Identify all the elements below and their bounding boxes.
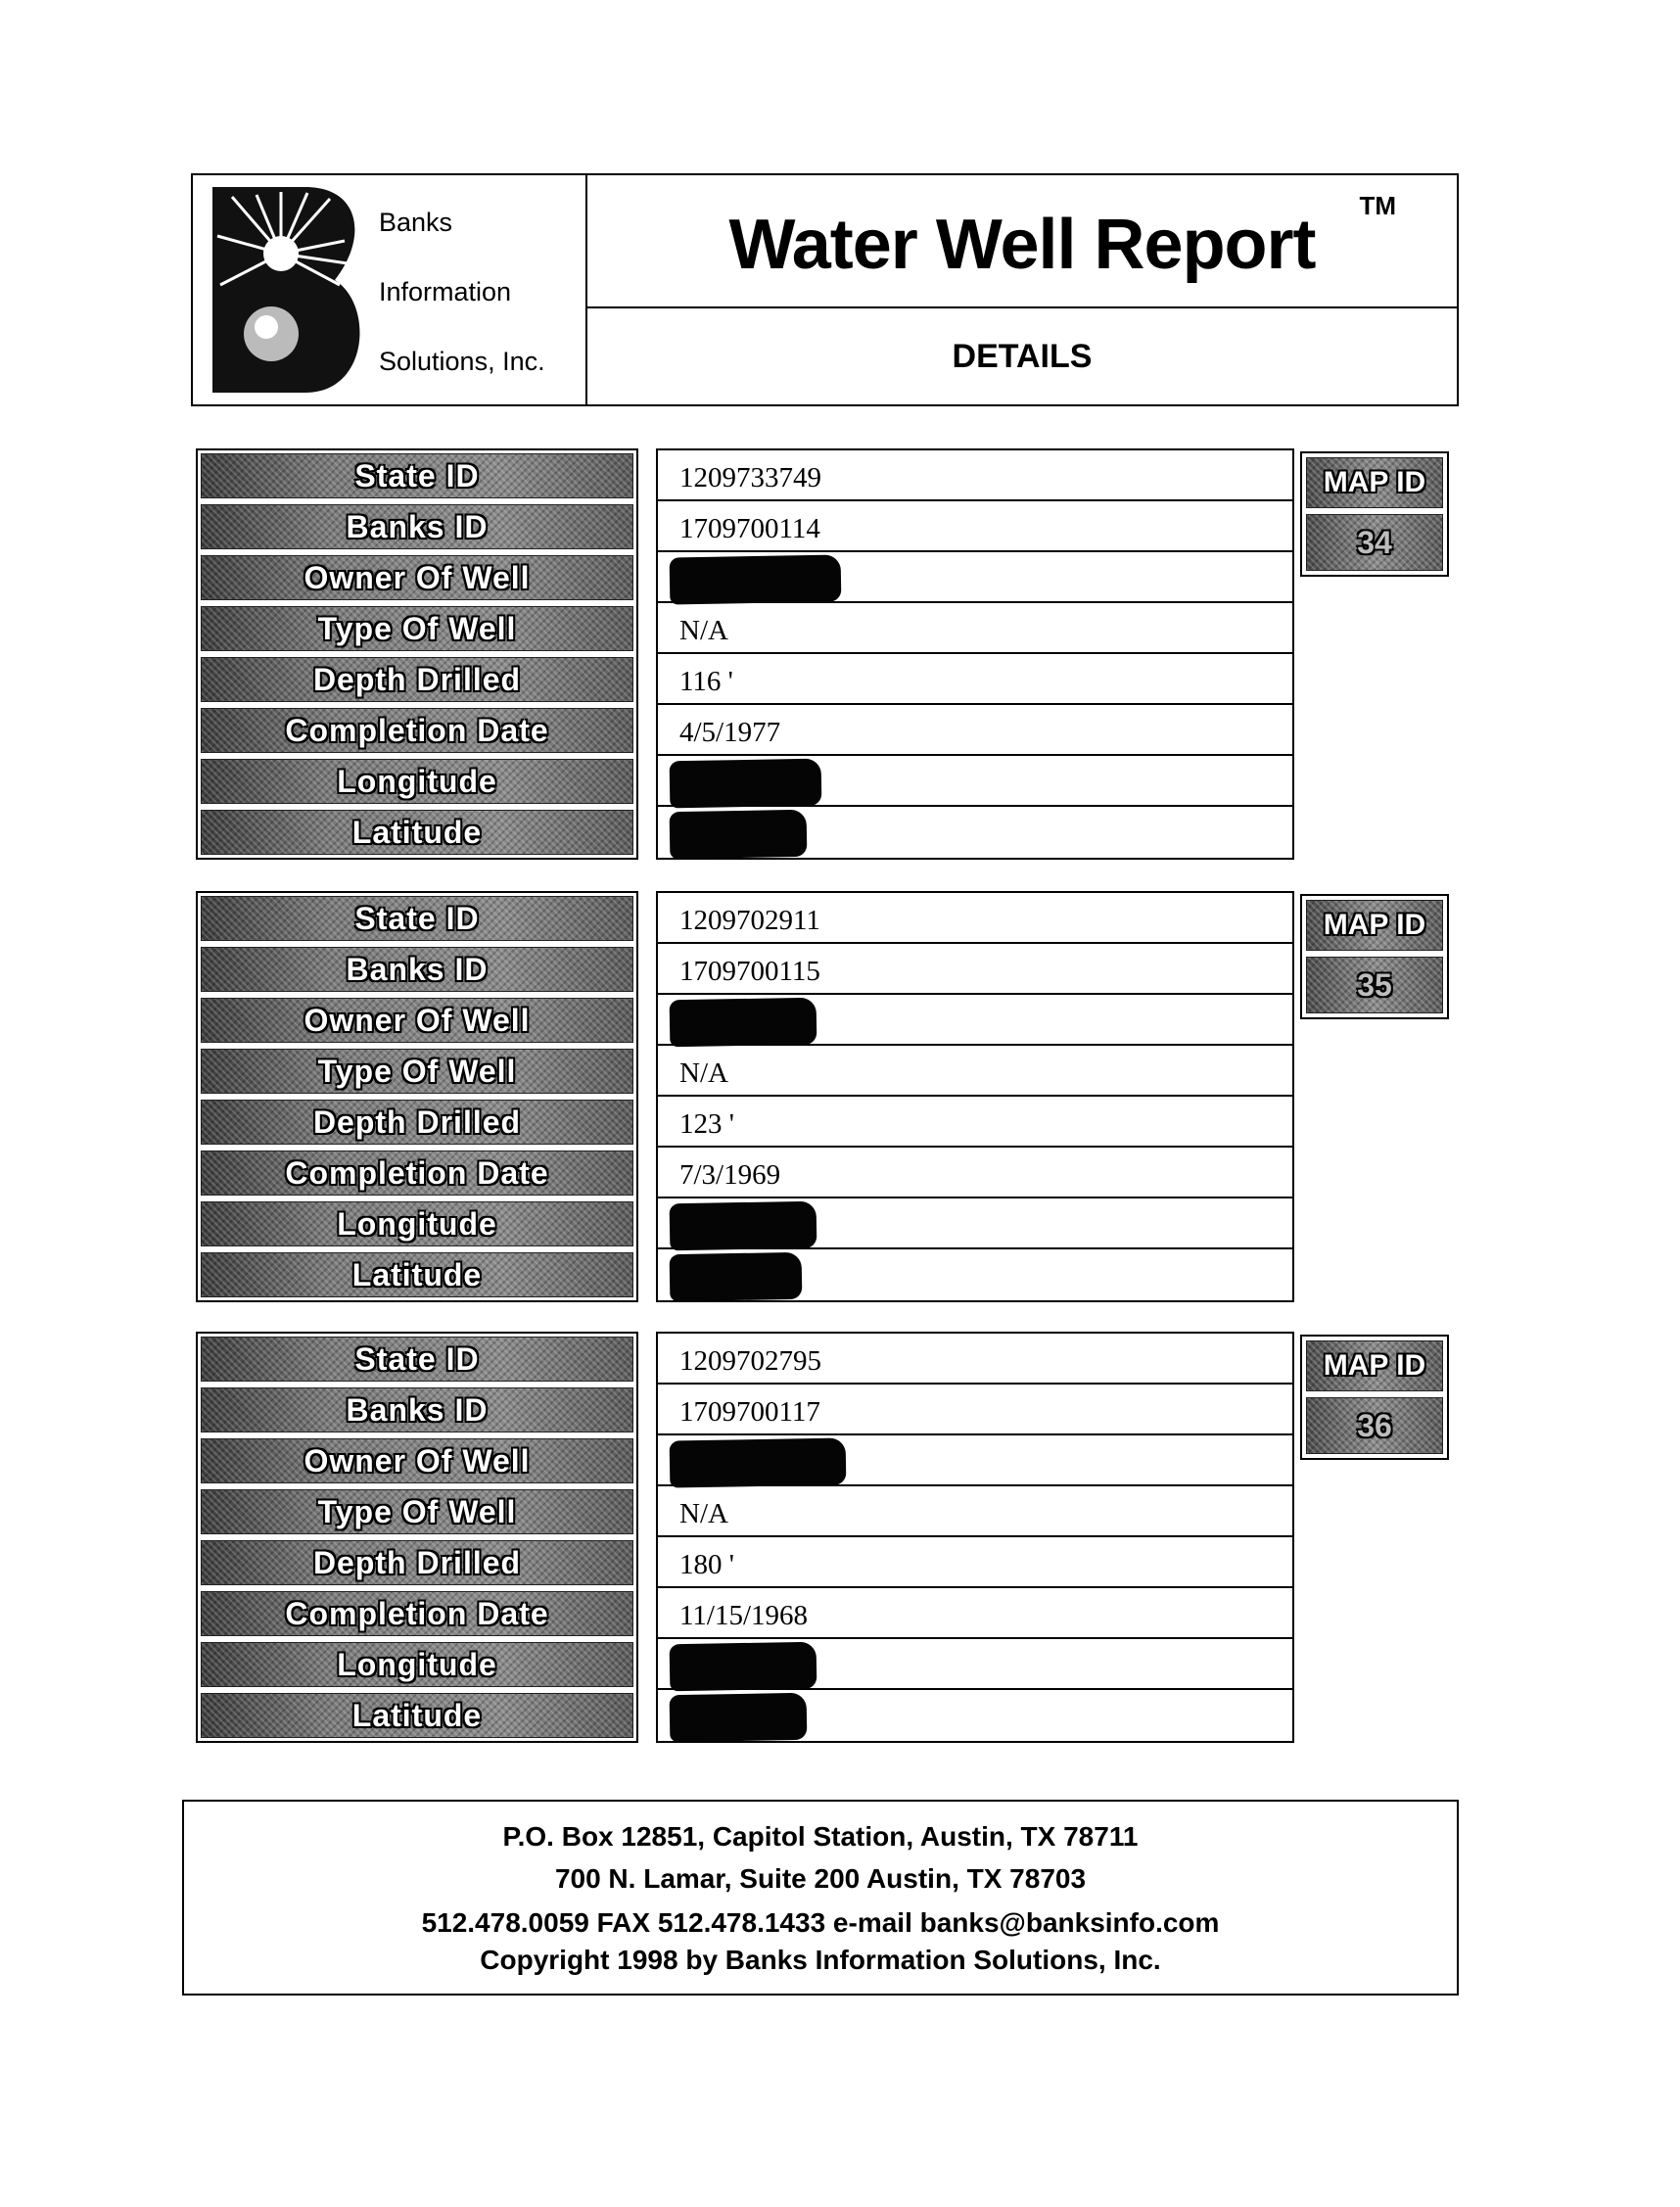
field-value (658, 1537, 1292, 1588)
footer-street-address: 700 N. Lamar, Suite 200 Austin, TX 78703 (554, 1863, 1087, 1894)
field-value-text: 7/3/1969 (679, 1159, 781, 1191)
map-id-value: 36 (1306, 1397, 1443, 1454)
field-label: Owner Of Well (201, 998, 633, 1043)
field-values (656, 891, 1294, 1302)
field-label: Depth Drilled (201, 657, 633, 702)
company-logo (212, 187, 371, 393)
field-value (658, 1097, 1292, 1148)
map-id-label: MAP ID (1306, 457, 1443, 508)
field-value-text: N/A (679, 1498, 728, 1529)
field-value (658, 450, 1292, 501)
field-value (658, 1690, 1292, 1741)
field-value (658, 1588, 1292, 1639)
redaction-mark (670, 1693, 808, 1742)
field-label: Completion Date (201, 708, 633, 753)
details-heading: DETAILS (952, 338, 1093, 375)
field-label: Type Of Well (201, 606, 633, 651)
report-title: Water Well Report (728, 206, 1316, 284)
field-label: Latitude (201, 1252, 633, 1297)
field-label: Longitude (201, 759, 633, 804)
field-value (658, 1334, 1292, 1385)
field-label: State ID (201, 896, 633, 941)
field-value (658, 1249, 1292, 1300)
field-value-text: 1209702795 (679, 1345, 821, 1377)
company-name-line-1: Banks (379, 208, 453, 237)
field-value (658, 1639, 1292, 1690)
redaction-mark (670, 554, 842, 604)
field-labels (196, 891, 638, 1302)
footer-phone-email: 512.478.0059 FAX 512.478.1433 e-mail banks@banksinfo.com (421, 1907, 1220, 1938)
field-values (656, 448, 1294, 860)
field-value-text: 1709700114 (679, 513, 820, 544)
trademark-mark: TM (1359, 191, 1396, 220)
map-id-value: 35 (1306, 957, 1443, 1013)
field-value (658, 1046, 1292, 1097)
redaction-mark (670, 1201, 817, 1251)
field-value-text: N/A (679, 615, 728, 646)
field-value-text: 180 ' (679, 1549, 734, 1580)
field-value (658, 756, 1292, 807)
field-value (658, 1148, 1292, 1198)
field-value-text: 123 ' (679, 1108, 734, 1140)
field-label: Depth Drilled (201, 1100, 633, 1145)
map-id-box (1300, 1335, 1449, 1460)
map-id-box (1300, 894, 1449, 1019)
field-label: Banks ID (201, 504, 633, 549)
redaction-mark (670, 1642, 817, 1692)
field-value-text: 1709700117 (679, 1396, 820, 1428)
field-label: State ID (201, 453, 633, 498)
field-label: Depth Drilled (201, 1540, 633, 1585)
company-logo-cell (193, 175, 587, 404)
redaction-mark (670, 998, 817, 1048)
redaction-mark (670, 1252, 803, 1301)
field-label: Latitude (201, 1693, 633, 1738)
contact-footer (182, 1800, 1459, 1996)
company-name-line-3: Solutions, Inc. (379, 347, 545, 376)
field-label: Banks ID (201, 1387, 633, 1432)
redaction-mark (670, 810, 808, 859)
field-label: Completion Date (201, 1150, 633, 1196)
field-value-text: 116 ' (679, 666, 733, 697)
map-id-value: 34 (1306, 514, 1443, 571)
redaction-mark (670, 759, 822, 809)
field-value (658, 1435, 1292, 1486)
field-label: Type Of Well (201, 1049, 633, 1094)
field-value (658, 1486, 1292, 1537)
well-record (196, 891, 1459, 1302)
field-label: State ID (201, 1337, 633, 1382)
field-value-text: 11/15/1968 (679, 1600, 809, 1631)
field-label: Longitude (201, 1201, 633, 1246)
field-label: Latitude (201, 810, 633, 855)
well-record (196, 1332, 1459, 1743)
field-label: Owner Of Well (201, 555, 633, 600)
footer-po-box: P.O. Box 12851, Capitol Station, Austin, TX 78711 (502, 1821, 1139, 1852)
footer-copyright: Copyright 1998 by Banks Information Solutions, Inc. (480, 1945, 1161, 1975)
map-id-label: MAP ID (1306, 1340, 1443, 1391)
field-value (658, 705, 1292, 756)
field-value (658, 603, 1292, 654)
field-value (658, 944, 1292, 995)
field-label: Type Of Well (201, 1489, 633, 1534)
map-id-box (1300, 451, 1449, 577)
field-value (658, 1198, 1292, 1249)
field-labels (196, 448, 638, 860)
details-cell (587, 306, 1457, 404)
company-name-line-2: Information (379, 277, 512, 306)
field-labels (196, 1332, 638, 1743)
field-value (658, 995, 1292, 1046)
well-record (196, 448, 1459, 860)
field-value-text: 4/5/1977 (679, 717, 781, 748)
map-id-label: MAP ID (1306, 900, 1443, 951)
field-label: Longitude (201, 1642, 633, 1687)
field-value (658, 501, 1292, 552)
field-label: Banks ID (201, 947, 633, 992)
redaction-mark (670, 1437, 847, 1487)
field-label: Completion Date (201, 1591, 633, 1636)
field-value (658, 807, 1292, 858)
field-label: Owner Of Well (201, 1438, 633, 1483)
field-value-text: N/A (679, 1057, 728, 1089)
field-values (656, 1332, 1294, 1743)
report-header (191, 173, 1459, 406)
field-value-text: 1209733749 (679, 462, 821, 493)
field-value (658, 552, 1292, 603)
field-value (658, 893, 1292, 944)
field-value-text: 1209702911 (679, 905, 820, 936)
field-value (658, 654, 1292, 705)
field-value (658, 1385, 1292, 1435)
title-cell (587, 175, 1457, 308)
field-value-text: 1709700115 (679, 956, 820, 987)
